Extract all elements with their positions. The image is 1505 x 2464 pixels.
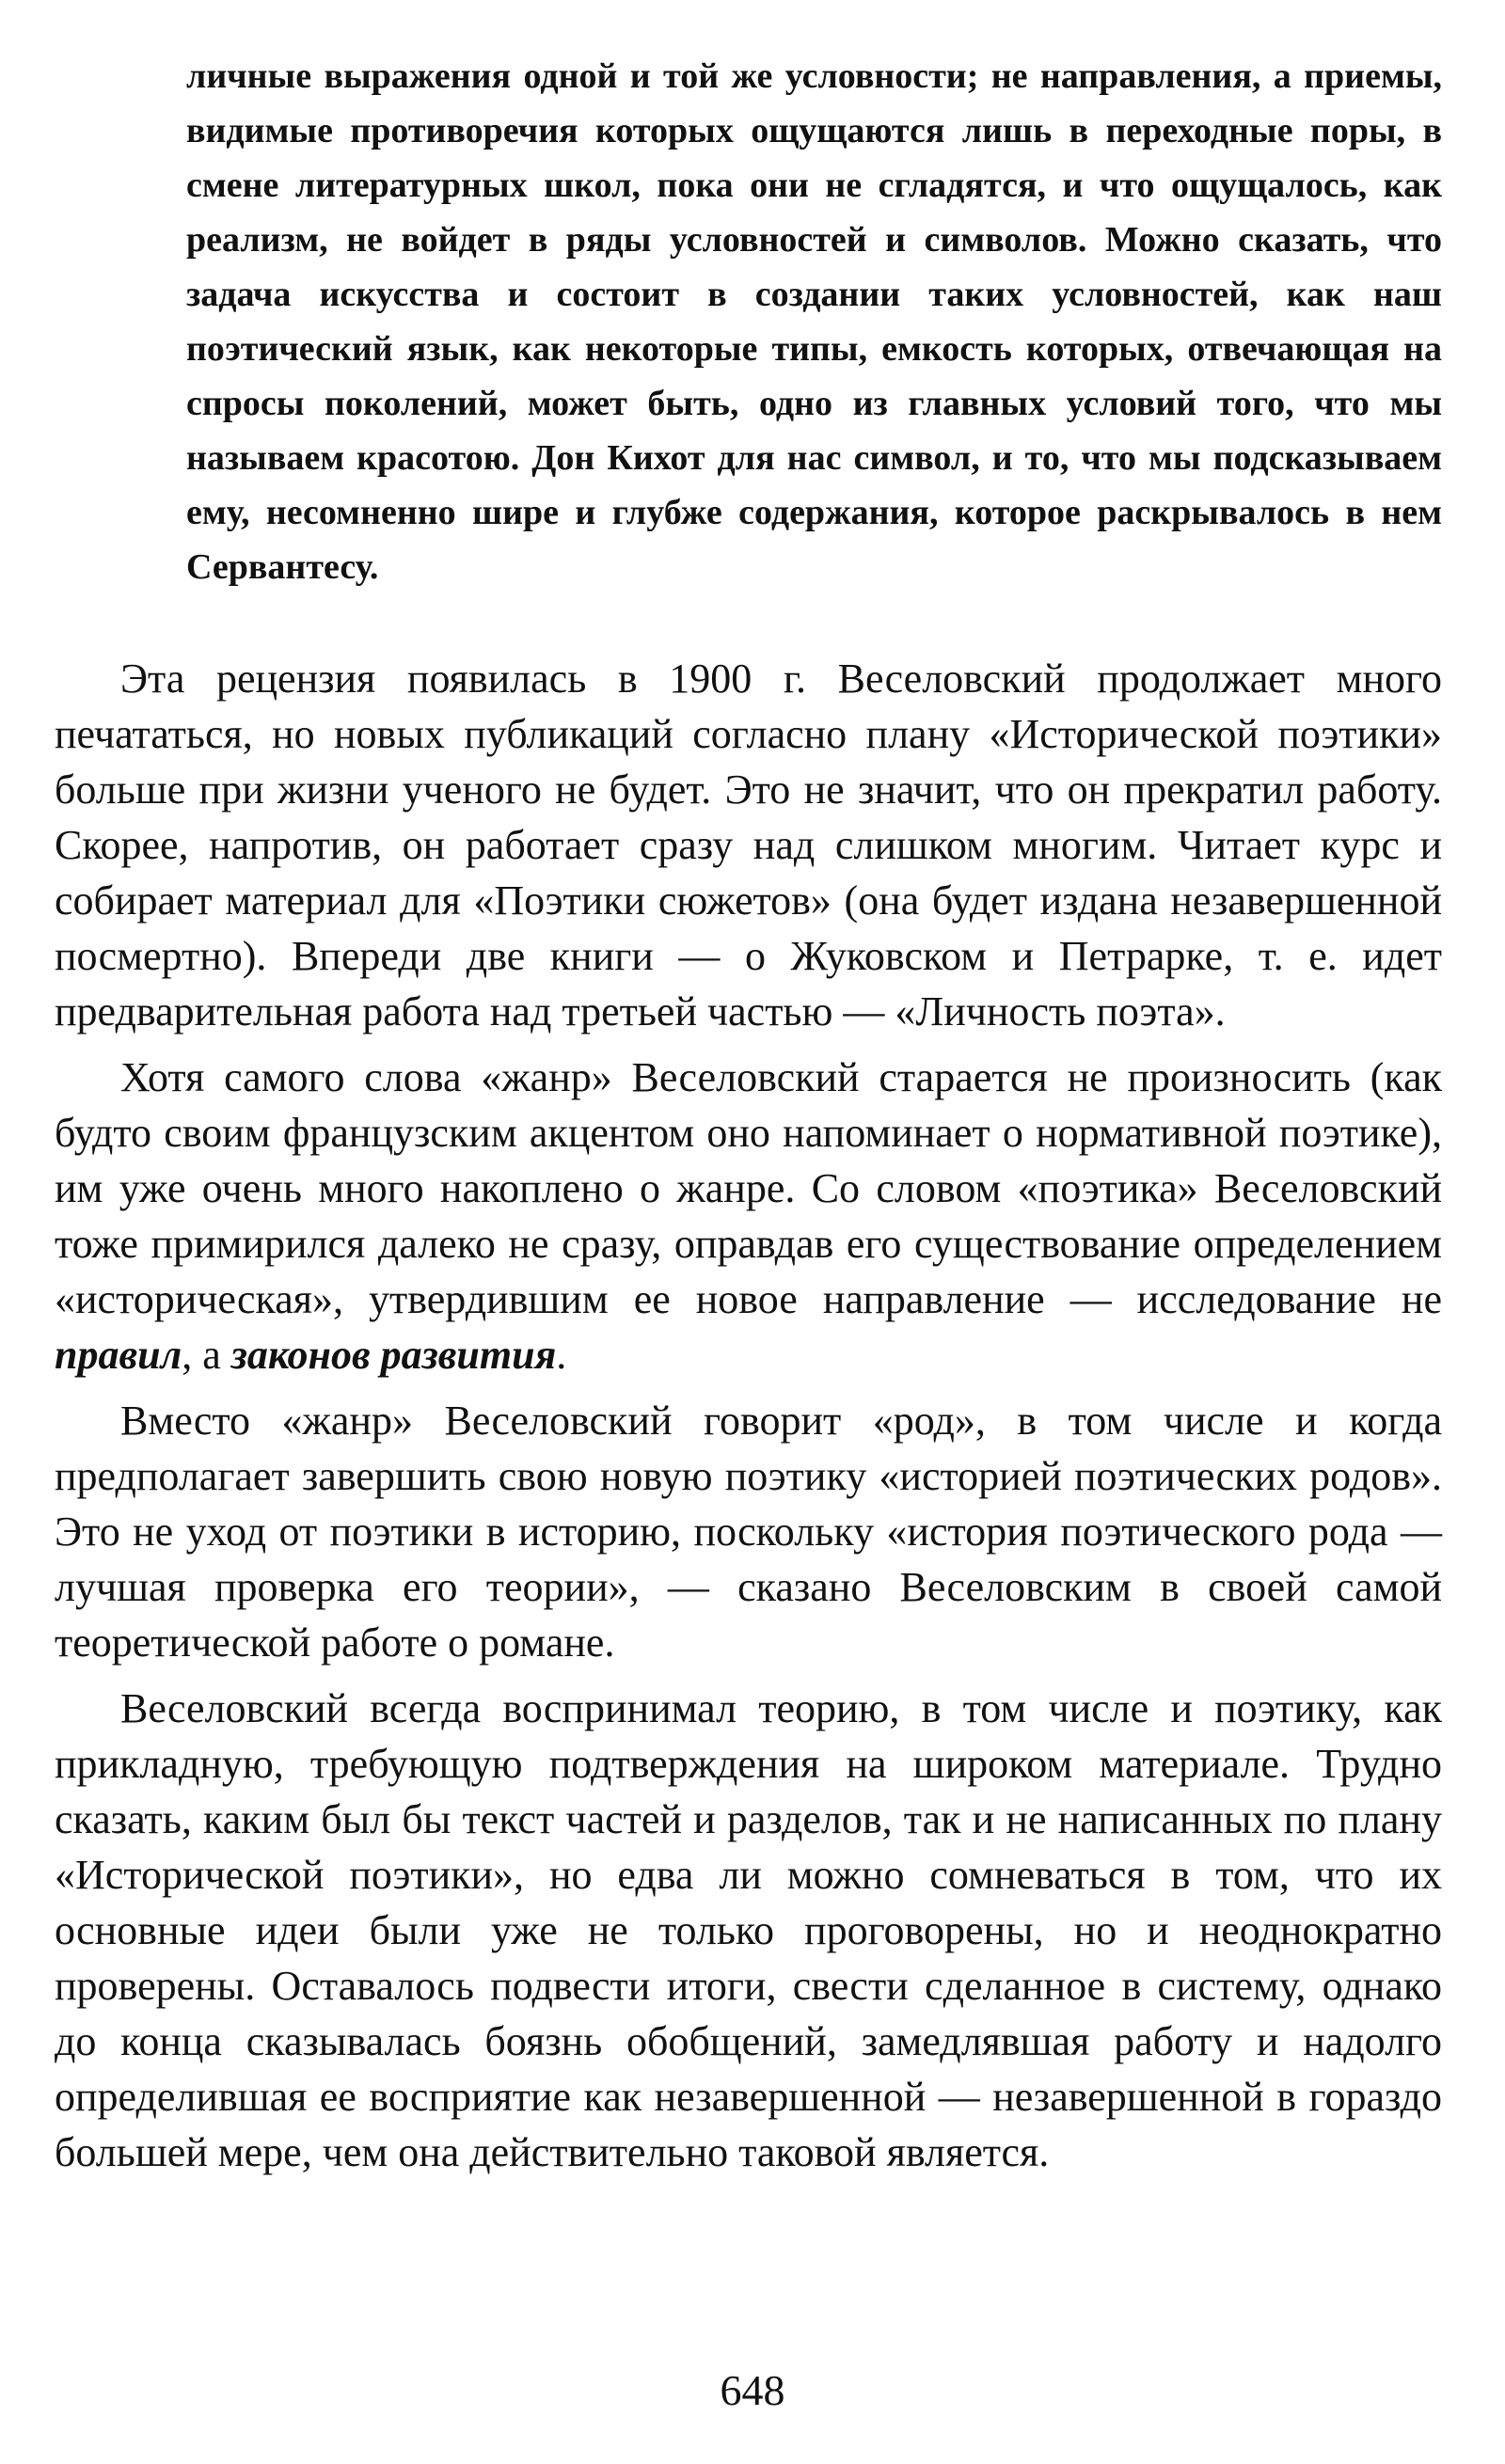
page-number: 648 [720, 2366, 785, 2414]
paragraph-2-text-b: , а [182, 1332, 231, 1378]
paragraph-4: Веселовский всегда воспринимал теорию, в том числе и поэтику, как прикладную, требующую подтверждения на широком материале. Трудно сказать, каким был бы текст частей и разделов, так и не написанных по плану «Исторической поэтики», но едва ли можно сомневаться в том, что их основные идеи были уже не только проговорены, но и неоднократно проверены. Оставалось подвести итоги, свести сделанное в систему, однако до конца сказывалась боязнь обобщений, замедлявшая работу и надолго определившая ее восприятие как незавершенной — незавершенной в гораздо большей мере, чем она действительно таковой является. [55, 1685, 1442, 2175]
paragraph-2 [55, 1050, 1442, 1382]
paragraph-2-text-a: Хотя самого слова «жанр» Веселовский старается не произносить (как будто своим французским акцентом оно напоминает о нормативной поэтике), им уже очень много накоплено о жанре. Со словом «поэтика» Веселовский тоже примирился далеко не сразу, оправдав его существование определением «историческая», утвердившим ее новое направление — исследование не [55, 1054, 1442, 1322]
emphasis-rules: правил [55, 1332, 182, 1378]
paragraph-3: Вместо «жанр» Веселовский говорит «род», в том числе и когда предполагает завершить свою новую поэтику «историей поэтических родов». Это не уход от поэтики в историю, поскольку «история поэтического рода — лучшая проверка его теории», — сказано Веселовским в своей самой теоретической работе о романе. [55, 1398, 1442, 1666]
page-content [55, 49, 1442, 2190]
emphasis-laws: законов развития [230, 1332, 557, 1378]
paragraph-2-text-c: . [556, 1332, 567, 1378]
block-quote: личные выражения одной и той же условности; не направления, а приемы, видимые противоречия которых ощущаются лишь в переходные поры, в смене литературных школ, пока они не сгладятся, и что ощущалось, как реализм, не войдет в ряды условностей и символов. Можно сказать, что задача искусства и состоит в создании таких условностей, как наш поэтический язык, как некоторые типы, емкость которых, отвечающая на спросы поколений, может быть, одно из главных условий того, что мы называем красотою. Дон Кихот для нас символ, и то, что мы подсказываем ему, несомненно шире и глубже содержания, которое раскрывалось в нем Сервантесу. [186, 56, 1442, 587]
paragraph-1: Эта рецензия появилась в 1900 г. Веселовский продолжает много печататься, но новых публикаций согласно плану «Исторической поэтики» больше при жизни ученого не будет. Это не значит, что он прекратил работу. Скорее, напротив, он работает сразу над слишком многим. Читает курс и собирает материал для «Поэтики сюжетов» (она будет издана незавершенной посмертно). Впереди две книги — о Жуковском и Петрарке, т. е. идет предварительная работа над третьей частью — «Личность поэта». [55, 655, 1442, 1035]
main-text [55, 651, 1442, 2180]
